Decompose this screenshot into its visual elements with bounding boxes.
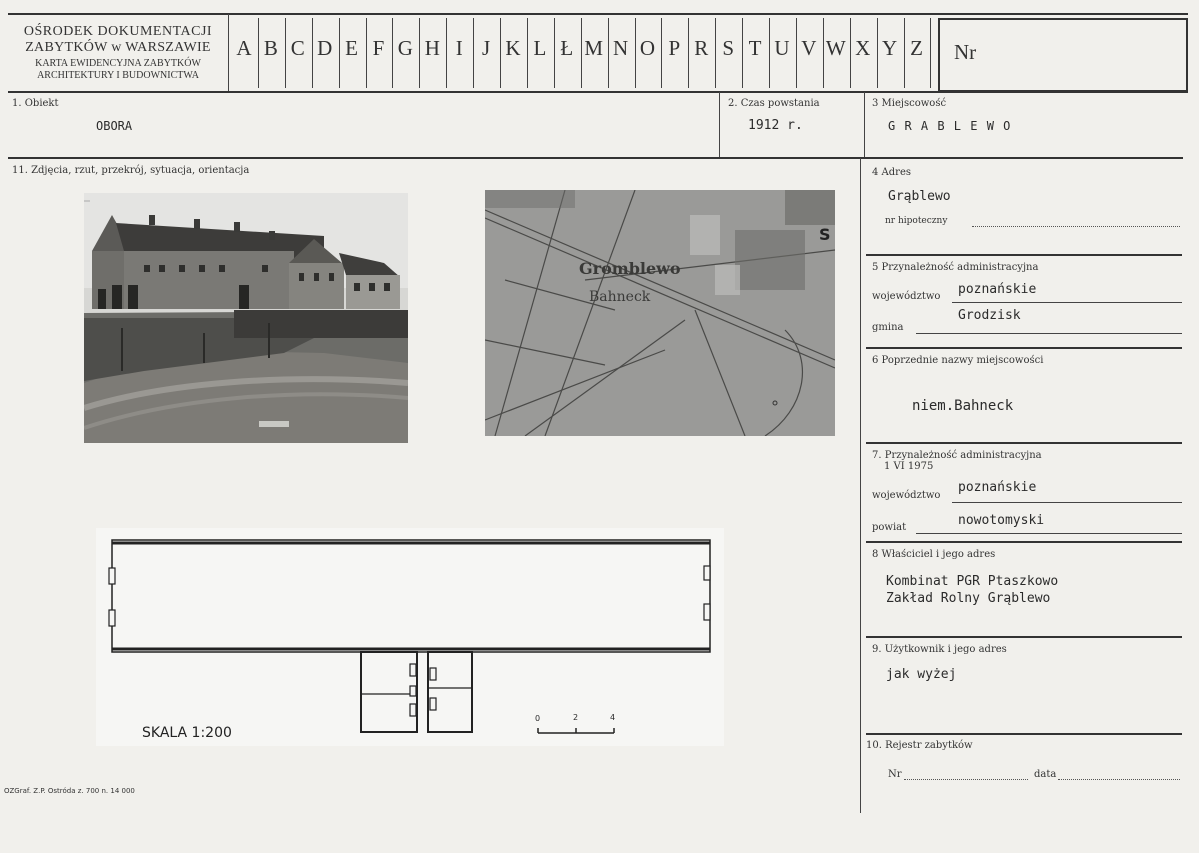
row-divider: [8, 157, 1183, 159]
address-value: Grąblewo: [888, 189, 951, 204]
institution-line1: OŚRODEK DOKUMENTACJI: [23, 24, 213, 39]
alphabet-letter: C: [290, 36, 305, 60]
map-label-gromblewo: Gromblewo: [579, 259, 681, 278]
row-divider: [866, 347, 1182, 349]
register-label: 10. Rejestr zabytków: [866, 740, 973, 751]
nr-label: Nr: [954, 40, 977, 64]
scalebar-tick-0: 0: [535, 714, 541, 723]
column-divider: [860, 158, 861, 813]
voivodeship-value: poznańskie: [958, 282, 1037, 297]
alphabet-letter: L: [533, 36, 547, 60]
locality-label: 3 Miejscowość: [872, 98, 947, 109]
institution-line2: ZABYTKÓW w WARSZAWIE: [25, 40, 211, 55]
alphabet-letter: M: [584, 36, 604, 60]
alphabet-letter: G: [397, 36, 413, 60]
alphabet-letter: W: [825, 36, 846, 60]
alphabet-letter: N: [613, 36, 629, 60]
register-date-label: data: [1034, 769, 1057, 780]
voivodeship-1975-label: województwo: [872, 490, 941, 501]
object-label: 1. Obiekt: [12, 98, 59, 109]
floor-plan-area: [96, 528, 724, 746]
alphabet-letter: Ł: [560, 36, 574, 60]
voivodeship-label: województwo: [872, 291, 941, 302]
scale-label: SKALA 1:200: [142, 725, 232, 741]
owner-value-line2: Zakład Rolny Grąblewo: [886, 591, 1051, 606]
owner-label: 8 Właściciel i jego adres: [872, 549, 996, 560]
header-divider: [228, 14, 229, 91]
mortgage-nr-label: nr hipoteczny: [885, 216, 948, 226]
divider: [864, 92, 865, 157]
user-label: 9. Użytkownik i jego adres: [872, 644, 1007, 655]
map-corner-label: S: [819, 225, 831, 244]
register-nr-label: Nr: [888, 769, 902, 780]
print-note: OZGraf. Z.P. Ostróda z. 700 n. 14 000: [4, 787, 135, 795]
scalebar-tick-2: 2: [573, 713, 579, 722]
admin-affiliation-1975-label: 7. Przynależność administracyjna: [872, 450, 1042, 461]
admin-affiliation-label: 5 Przynależność administracyjna: [872, 262, 1039, 273]
mortgage-nr-line: [972, 226, 1180, 227]
alphabet-letter: F: [372, 36, 385, 60]
alphabet-letter: P: [668, 36, 681, 60]
county-value: nowotomyski: [958, 513, 1045, 528]
field-line: [916, 333, 1182, 334]
alphabet-letter: H: [424, 36, 440, 60]
map-label-bahneck: Bahneck: [589, 289, 651, 305]
scalebar-tick-4: 4: [610, 713, 616, 722]
alphabet-letter: A: [236, 36, 252, 60]
date-created-value: 1912 r.: [748, 118, 803, 133]
top-border: [8, 13, 1188, 15]
floor-plan-drawing: [96, 528, 724, 746]
previous-names-label: 6 Poprzednie nazwy miejscowości: [872, 355, 1044, 366]
alphabet-letter: J: [482, 36, 491, 60]
register-nr-line: [904, 779, 1028, 780]
building-photo: [84, 193, 408, 443]
images-section-label: 11. Zdjęcia, rzut, przekrój, sytuacja, orientacja: [12, 165, 250, 176]
row-divider: [866, 733, 1182, 735]
date-created-label: 2. Czas powstania: [728, 98, 820, 109]
alphabet-letter: Z: [910, 36, 923, 60]
county-label: powiat: [872, 522, 907, 533]
alphabet-letter: I: [455, 36, 463, 60]
field-line: [916, 533, 1182, 534]
alphabet-letter: S: [722, 36, 735, 60]
card-line2: ARCHITEKTURY I BUDOWNICTWA: [37, 70, 199, 81]
alphabet-letter: D: [317, 36, 333, 60]
alphabet-letter: B: [263, 36, 278, 60]
object-value: OBORA: [96, 119, 133, 133]
voivodeship-1975-value: poznańskie: [958, 480, 1037, 495]
alphabet-letter: Y: [882, 36, 898, 60]
alphabet-divider: [930, 18, 931, 88]
user-value: jak wyżej: [886, 667, 957, 682]
card-line1: KARTA EWIDENCYJNA ZABYTKÓW: [35, 58, 201, 69]
alphabet-letter: O: [639, 36, 656, 60]
alphabet-letter: E: [345, 36, 358, 60]
alphabet-letter: K: [505, 36, 521, 60]
admin-affiliation-date: 1 VI 1975: [884, 461, 934, 472]
alphabet-letter: V: [801, 36, 817, 60]
register-date-line: [1058, 779, 1180, 780]
alphabet-letter: R: [694, 36, 709, 60]
alphabet-letter: T: [748, 36, 762, 60]
owner-value-line1: Kombinat PGR Ptaszkowo: [886, 574, 1059, 589]
location-map: [485, 190, 835, 436]
alphabet-letter: U: [774, 36, 790, 60]
field-line: [952, 502, 1182, 503]
previous-names-value: niem.Bahneck: [912, 398, 1014, 414]
field-line: [952, 302, 1182, 303]
divider: [719, 92, 720, 157]
locality-value: G R A B L E W O: [888, 119, 1012, 133]
row-divider: [866, 636, 1182, 638]
alphabet-letter: X: [855, 36, 871, 60]
row-divider: [866, 541, 1182, 543]
row-divider: [866, 254, 1182, 256]
address-label: 4 Adres: [872, 167, 911, 178]
row-divider: [866, 442, 1182, 444]
commune-value: Grodzisk: [958, 308, 1021, 323]
commune-label: gmina: [872, 322, 904, 333]
